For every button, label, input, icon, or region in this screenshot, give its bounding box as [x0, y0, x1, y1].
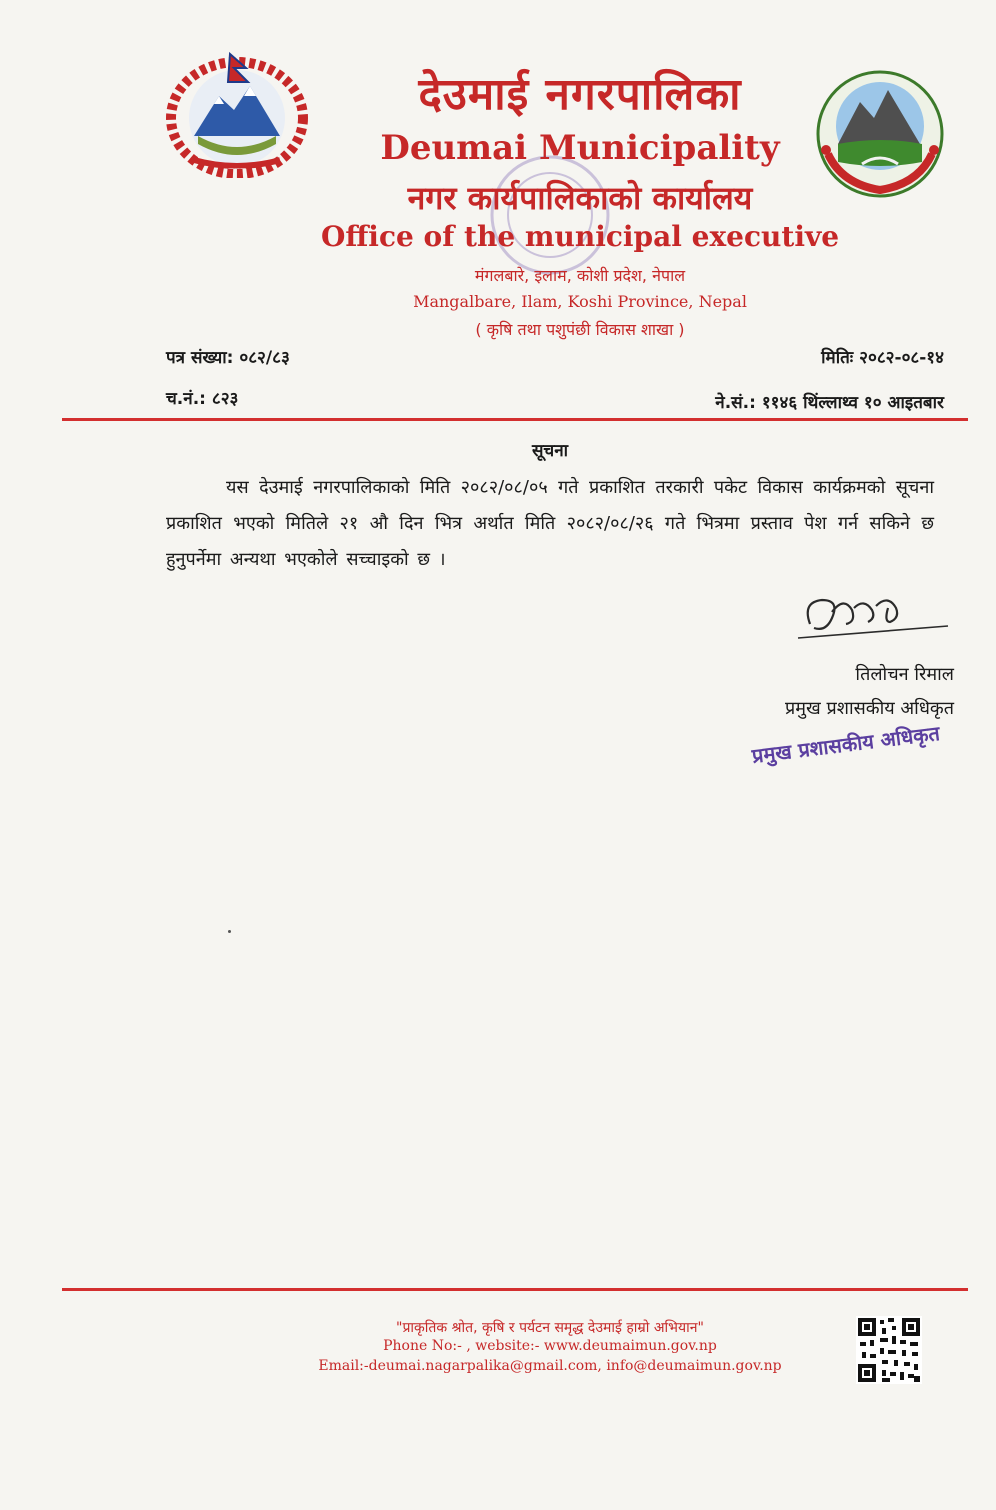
footer-divider [62, 1288, 968, 1291]
header-divider [62, 418, 968, 421]
svg-text:———: ——— [228, 165, 246, 172]
footer-slogan: "प्राकृतिक श्रोत, कृषि र पर्यटन समृद्ध देउमाई हाम्रो अभियान" [396, 1320, 704, 1336]
municipality-name-english: Deumai Municipality [380, 128, 780, 168]
signatory-name: तिलोचन रिमाल [855, 664, 954, 685]
letter-date: मितिः २०८२-०८-१४ [821, 348, 944, 368]
footer-phone-website: Phone No:- , website:- www.deumaimun.gov.np [383, 1338, 717, 1354]
office-name-english: Office of the municipal executive [320, 220, 840, 253]
nepal-coat-of-arms-icon [164, 48, 310, 178]
office-name-nepali: नगर कार्यपालिकाको कार्यालय [407, 179, 753, 217]
notice-title: सूचना [531, 441, 569, 461]
address-nepali: मंगलबारे, इलाम, कोशी प्रदेश, नेपाल [474, 266, 686, 285]
dispatch-number: च.नं.: ८२३ [166, 389, 239, 409]
signatory-designation: प्रमुख प्रशासकीय अधिकृत [785, 698, 954, 719]
stray-mark [228, 930, 231, 933]
designation-stamp: प्रमुख प्रशासकीय अधिकृत [750, 721, 942, 768]
address-english: Mangalbare, Ilam, Koshi Province, Nepal [413, 292, 747, 311]
handwritten-signature [792, 588, 952, 658]
footer-email: Email:-deumai.nagarpalika@gmail.com, info@deumaimun.gov.np [318, 1358, 782, 1374]
letter-number: पत्र संख्या: ०८२/८३ [166, 348, 290, 368]
municipality-name-nepali: देउमाई नगरपालिका [418, 69, 742, 120]
department-section: ( कृषि तथा पशुपंछी विकास शाखा ) [475, 320, 685, 339]
nepal-sambat-date: ने.सं.: ११४६ थिंल्लाथ्व १० आइतबार [715, 393, 944, 413]
notice-body: यस देउमाई नगरपालिकाको मिति २०८२/०८/०५ गते प्रकाशित तरकारी पकेट विकास कार्यक्रमको सूचना प्रकाशित भएको मितिले २१ औ दिन भित्र अर्थात मिति २०८२/०८/२६ गते भित्रमा प्रस्ताव पेश गर्न सकिने छ हुनुपर्नेमा अन्यथा भएकोले सच्चाइको छ । [166, 477, 934, 570]
qr-code-icon [856, 1316, 922, 1384]
